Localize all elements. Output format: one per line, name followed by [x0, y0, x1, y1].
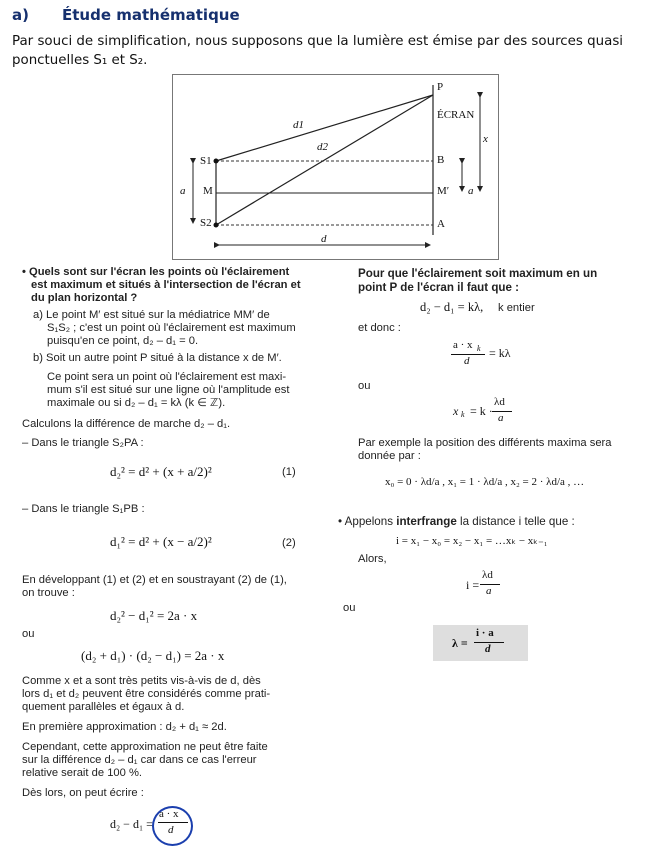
equation-9-denominator: a: [486, 585, 492, 597]
source-s1: [214, 159, 219, 164]
label-s1: S1: [200, 155, 212, 167]
interfrange-suffix: la distance i telle que :: [456, 515, 575, 528]
label-p: P: [437, 81, 444, 93]
example-line-1: Par exemple la position des différents maxima sera: [358, 437, 612, 449]
equation-9-numerator: λd: [482, 569, 493, 581]
equation-5: d₂ − d₁ = kλ,: [420, 300, 484, 314]
equation-10-denominator: d: [485, 643, 491, 655]
label-d1: d1: [293, 119, 304, 131]
example-line-2: donnée par :: [358, 450, 421, 462]
final-fraction-bar: [158, 822, 188, 823]
label-a-right: a: [468, 185, 474, 197]
label-ecran: ÉCRAN: [437, 109, 475, 121]
equation-6-denominator: d: [464, 355, 470, 367]
first-approximation: En première approximation : d₂ + d₁ ≈ 2d.: [22, 721, 227, 733]
equation-9-lhs: i =: [466, 578, 480, 592]
equation-6-numerator: a · x: [453, 339, 473, 351]
final-equation-numerator: a · x: [159, 808, 179, 820]
equation-2: d₁² = d² + (x − a/2)²: [110, 534, 212, 549]
final-equation-lhs: d₂ − d₁ =: [110, 817, 153, 831]
or-label-right-2: ou: [343, 602, 356, 614]
equation-10-numerator: i · a: [476, 627, 494, 639]
interfrange-definition: [338, 515, 575, 528]
equation-8: i = x₁ − x₀ = x₂ − x₁ = …xₖ − xₖ₋₁: [396, 535, 548, 547]
developing-line-2: on trouve :: [22, 587, 75, 599]
and-so-label: et donc :: [358, 322, 401, 334]
equation-7-lhs: x: [453, 404, 459, 418]
answer-a-line-3: puisqu'en ce point, d₂ – d₁ = 0.: [47, 335, 199, 347]
equation-7-mid: = k ·: [470, 404, 493, 418]
young-slits-figure: [172, 74, 499, 260]
interfrange-term: interfrange: [396, 515, 457, 528]
equation-5-note: k entier: [498, 302, 535, 314]
equation-7-subscript: k: [461, 410, 465, 419]
interfrange-prefix: • Appelons: [338, 515, 397, 528]
maxima-positions: x₀ = 0 · λd/a , x₁ = 1 · λd/a , x₂ = 2 · λd/a , …: [385, 476, 585, 488]
label-x: x: [483, 133, 488, 145]
triangle-s2pa: – Dans le triangle S₂PA :: [22, 437, 144, 449]
comme-line-1: Comme x et a sont très petits vis-à-vis de d, dès: [22, 675, 261, 687]
equation-10-lhs: λ =: [452, 636, 468, 650]
section-label: a): [12, 6, 29, 24]
answer-a-line-2: S₁S₂ ; c'est un point où l'éclairement est maximum: [47, 322, 296, 334]
question-line-2: est maximum et situés à l'intersection de l'écran et: [31, 279, 301, 291]
equation-6-rhs: = kλ: [489, 346, 511, 360]
label-a: A: [437, 218, 445, 230]
comme-line-3: quement parallèles et égaux à d.: [22, 701, 185, 713]
question-line-3: du plan horizontal ?: [31, 292, 138, 304]
or-label-left: ou: [22, 628, 35, 640]
or-label-right-1: ou: [358, 380, 371, 392]
cependant-line-1: Cependant, cette approximation ne peut être faite: [22, 741, 268, 753]
condition-line-2: point P de l'écran il faut que :: [358, 281, 520, 294]
intro-line-1: Par souci de simplification, nous supposons que la lumière est émise par des sources quasi: [12, 34, 624, 49]
equation-3: d₂² − d₁² = 2a · x: [110, 608, 198, 623]
then-label: Alors,: [358, 553, 387, 565]
label-d2: d2: [317, 141, 328, 153]
intro-line-2: ponctuelles S₁ et S₂.: [12, 53, 148, 68]
developing-line-1: En développant (1) et (2) et en soustrayant (2) de (1),: [22, 574, 287, 586]
equation-7-denominator: a: [498, 412, 504, 424]
label-s2: S2: [200, 217, 212, 229]
triangle-s1pb: – Dans le triangle S₁PB :: [22, 503, 145, 515]
calc-path-difference: Calculons la différence de marche d₂ – d₁.: [22, 418, 231, 430]
equation-7-numerator: λd: [494, 396, 505, 408]
des-lors: Dès lors, on peut écrire :: [22, 787, 144, 799]
final-equation-denominator: d: [168, 824, 174, 836]
answer-c-line-1: Ce point sera un point où l'éclairement est maxi-: [47, 371, 287, 383]
comme-line-2: lors d₁ et d₂ peuvent être considérés comme prati-: [22, 688, 271, 700]
label-m-prime: M′: [437, 185, 450, 197]
ray-d2: [216, 95, 433, 225]
label-d: d: [321, 233, 327, 245]
equation-1-number: (1): [282, 466, 296, 478]
label-m: M: [203, 185, 213, 197]
cependant-line-2: sur la différence d₂ – d₁ car dans ce cas l'erreur: [22, 754, 257, 766]
label-b: B: [437, 154, 445, 166]
equation-4: (d₂ + d₁) · (d₂ − d₁) = 2a · x: [81, 648, 225, 663]
answer-c-line-2: mum s'il est situé sur une ligne où l'amplitude est: [47, 384, 290, 396]
equation-2-number: (2): [282, 537, 296, 549]
answer-a-line-1: a) Le point M′ est situé sur la médiatrice MM′ de: [33, 309, 270, 321]
answer-c-line-3: maximale ou si d₂ – d₁ = kλ (k ∈ ℤ).: [47, 397, 226, 409]
source-s2: [214, 223, 219, 228]
condition-line-1: Pour que l'éclairement soit maximum en un: [358, 267, 598, 280]
cependant-line-3: relative serait de 100 %.: [22, 767, 143, 779]
section-title: Étude mathématique: [62, 6, 240, 24]
label-a-left: a: [180, 185, 186, 197]
answer-b-line-1: b) Soit un autre point P situé à la distance x de M′.: [33, 352, 282, 364]
question-line-1: • Quels sont sur l'écran les points où l'éclairement: [22, 266, 290, 278]
equation-1: d₂² = d² + (x + a/2)²: [110, 464, 212, 479]
figure-drawing: [173, 75, 498, 259]
equation-6-subscript: k: [477, 344, 481, 353]
